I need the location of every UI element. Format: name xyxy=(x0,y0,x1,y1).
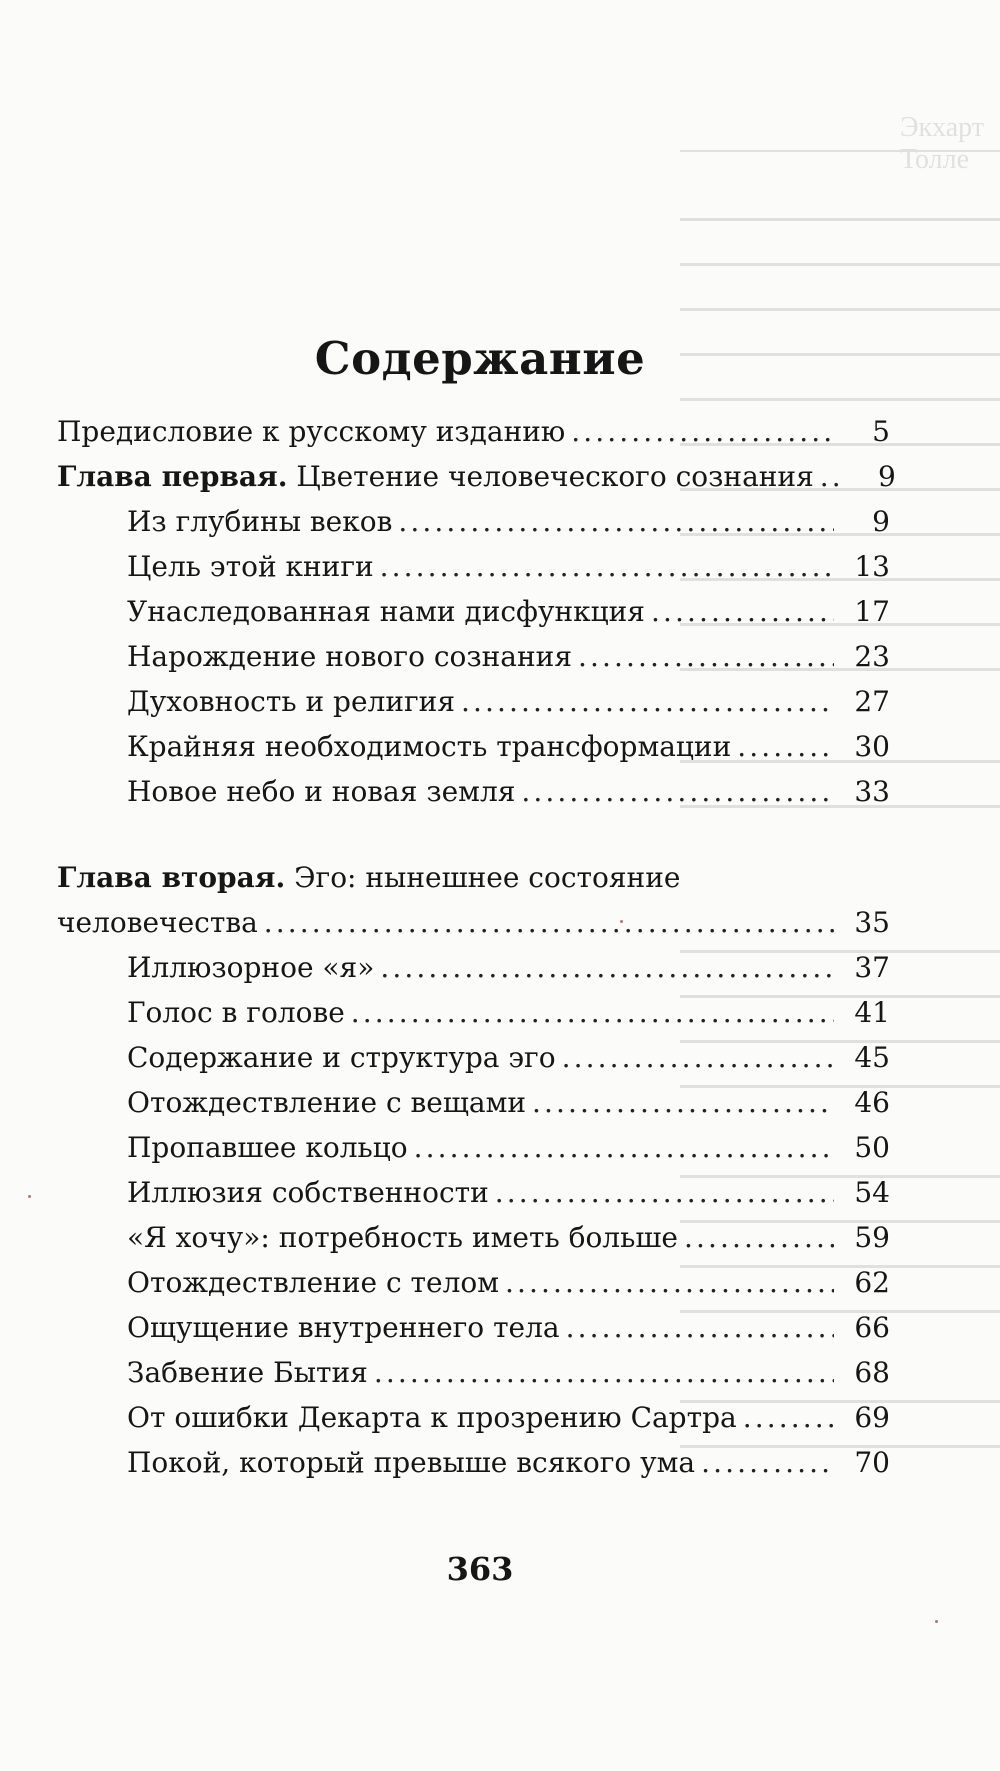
page-number: 363 xyxy=(446,1550,514,1588)
toc-entry xyxy=(0,730,1000,764)
toc-entry-label xyxy=(127,1266,499,1300)
toc-entry-title: человечества xyxy=(57,906,258,939)
toc-entry-label xyxy=(127,595,645,629)
toc-page-number: 69 xyxy=(854,1401,890,1434)
toc-page-number: 41 xyxy=(854,996,890,1029)
toc-page-number: 62 xyxy=(854,1266,890,1299)
toc-entry-title: Цель этой книги xyxy=(127,550,374,583)
toc-page-number: 35 xyxy=(854,906,890,939)
toc-page-number: 33 xyxy=(854,775,890,808)
toc-entry-label xyxy=(127,1086,526,1120)
toc-entry xyxy=(0,1131,1000,1165)
toc-entry-title: Ощущение внутреннего тела xyxy=(127,1311,560,1344)
toc-dot-leader xyxy=(461,685,834,719)
toc-entry-label xyxy=(127,550,374,584)
toc-entry-title: Предисловие к русскому изданию xyxy=(57,415,566,448)
toc-dot-leader xyxy=(380,550,834,584)
toc-entry-label xyxy=(127,1176,489,1210)
toc-entry xyxy=(0,1176,1000,1210)
toc-entry xyxy=(0,1356,1000,1390)
toc-entry-title: Иллюзорное «я» xyxy=(127,951,375,984)
toc-entry-title: Отождествление с телом xyxy=(127,1266,500,1299)
toc-entry-title: Голос в голове xyxy=(127,996,345,1029)
toc-entry xyxy=(0,1221,1000,1255)
toc-dot-leader xyxy=(566,1311,834,1345)
toc-entry-title: Содержание и структура эго xyxy=(127,1041,556,1074)
toc-entry-label xyxy=(57,861,680,895)
toc-dot-leader xyxy=(571,415,834,449)
toc-entry-label xyxy=(127,1041,556,1075)
toc-page-number: 68 xyxy=(854,1356,890,1389)
toc-entry-label xyxy=(57,460,814,494)
toc-entry-label xyxy=(127,640,572,674)
toc-entry-title: Новое небо и новая земля xyxy=(127,775,516,808)
toc-entry xyxy=(0,1086,1000,1120)
toc-page-number: 30 xyxy=(854,730,890,763)
toc-entry xyxy=(0,951,1000,985)
toc-dot-leader xyxy=(380,951,834,985)
toc-dot-leader xyxy=(398,505,834,539)
toc-entry xyxy=(0,505,1000,539)
toc-entry xyxy=(0,1266,1000,1300)
toc-entry-title: Крайняя необходимость трансформации xyxy=(127,730,732,763)
toc-entry-title: Отождествление с вещами xyxy=(127,1086,527,1119)
toc-entry-title: Покой, который превыше всякого ума xyxy=(127,1446,696,1479)
toc-entry-label xyxy=(127,1356,368,1390)
facing-page-header: Экхарт Толле xyxy=(900,112,985,175)
toc-page-number: 70 xyxy=(854,1446,890,1479)
toc-entry-title: Духовность и религия xyxy=(127,685,455,718)
toc-page-number: 13 xyxy=(854,550,890,583)
toc-entry-label xyxy=(127,775,515,809)
toc-entry-title: Нарождение нового сознания xyxy=(127,640,572,673)
toc-dot-leader xyxy=(743,1401,834,1435)
toc-entry-label xyxy=(127,996,345,1030)
toc-page-number: 54 xyxy=(854,1176,890,1209)
toc-entry-title: Пропавшее кольцо xyxy=(127,1131,408,1164)
toc-entry xyxy=(0,996,1000,1030)
toc-entry-label xyxy=(127,1446,695,1480)
toc-page-number: 46 xyxy=(854,1086,890,1119)
toc-entry xyxy=(0,640,1000,674)
toc-dot-leader xyxy=(684,1221,834,1255)
toc-entry xyxy=(0,1446,1000,1480)
toc-chapter-number: Глава первая. xyxy=(57,460,288,493)
toc-entry-label xyxy=(127,1131,408,1165)
toc-dot-leader xyxy=(521,775,834,809)
toc-chapter-heading xyxy=(0,861,1000,895)
toc-dot-leader xyxy=(532,1086,834,1120)
toc-page-number: 27 xyxy=(854,685,890,718)
toc-entry-title: Из глубины веков xyxy=(127,505,393,538)
toc-entry-label xyxy=(127,1221,678,1255)
toc-dot-leader xyxy=(562,1041,834,1075)
toc-entry xyxy=(0,1041,1000,1075)
toc-entry-title: Забвение Бытия xyxy=(127,1356,368,1389)
toc-dot-leader xyxy=(374,1356,834,1390)
toc-entry xyxy=(0,460,1000,494)
toc-entry xyxy=(0,775,1000,809)
toc-page-number: 37 xyxy=(854,951,890,984)
facing-page-rule xyxy=(680,150,1000,152)
toc-entry-title: Унаследованная нами дисфункция xyxy=(127,595,645,628)
toc-dot-leader xyxy=(505,1266,834,1300)
toc-entry xyxy=(0,1401,1000,1435)
toc-dot-leader xyxy=(578,640,834,674)
toc-entry-label xyxy=(127,505,392,539)
toc-entry xyxy=(0,550,1000,584)
toc-entry-label xyxy=(127,685,455,719)
toc-page-number: 59 xyxy=(854,1221,890,1254)
toc-page-number: 5 xyxy=(872,415,890,448)
toc-entry-label xyxy=(127,1311,560,1345)
toc-entry xyxy=(0,685,1000,719)
toc-page-number: 66 xyxy=(854,1311,890,1344)
toc-entry-label xyxy=(57,415,565,449)
toc-page-number: 23 xyxy=(854,640,890,673)
toc-dot-leader xyxy=(264,906,834,940)
toc-entry-title: Цветение человеческого сознания xyxy=(287,460,814,493)
toc-entry xyxy=(0,415,1000,449)
toc-entry-label xyxy=(127,1401,737,1435)
toc-dot-leader xyxy=(351,996,834,1030)
toc-entry-title: Иллюзия собственности xyxy=(127,1176,489,1209)
toc-entry-label xyxy=(127,951,374,985)
toc-chapter-number: Глава вторая. xyxy=(57,861,286,894)
toc-dot-leader xyxy=(701,1446,834,1480)
toc-page-number: 45 xyxy=(854,1041,890,1074)
toc-entry xyxy=(0,906,1000,940)
toc-dot-leader xyxy=(495,1176,834,1210)
toc-entry-title: «Я хочу»: потребность иметь больше xyxy=(127,1221,678,1254)
toc-entry-label xyxy=(127,730,731,764)
toc-page-number: 50 xyxy=(854,1131,890,1164)
toc-dot-leader xyxy=(414,1131,834,1165)
toc-entry-label xyxy=(57,906,258,940)
toc-entry xyxy=(0,595,1000,629)
toc-dot-leader xyxy=(737,730,834,764)
toc-entry-title: От ошибки Декарта к прозрению Сартра xyxy=(127,1401,737,1434)
page-title: Содержание xyxy=(314,332,646,385)
toc-dot-leader xyxy=(820,460,840,494)
toc-page-number: 17 xyxy=(854,595,890,628)
toc-page-number: 9 xyxy=(872,505,890,538)
toc-entry xyxy=(0,1311,1000,1345)
toc-entry-title: Эго: нынешнее состояние xyxy=(285,861,681,894)
toc-page-number: 9 xyxy=(877,460,896,493)
toc-dot-leader xyxy=(651,595,834,629)
